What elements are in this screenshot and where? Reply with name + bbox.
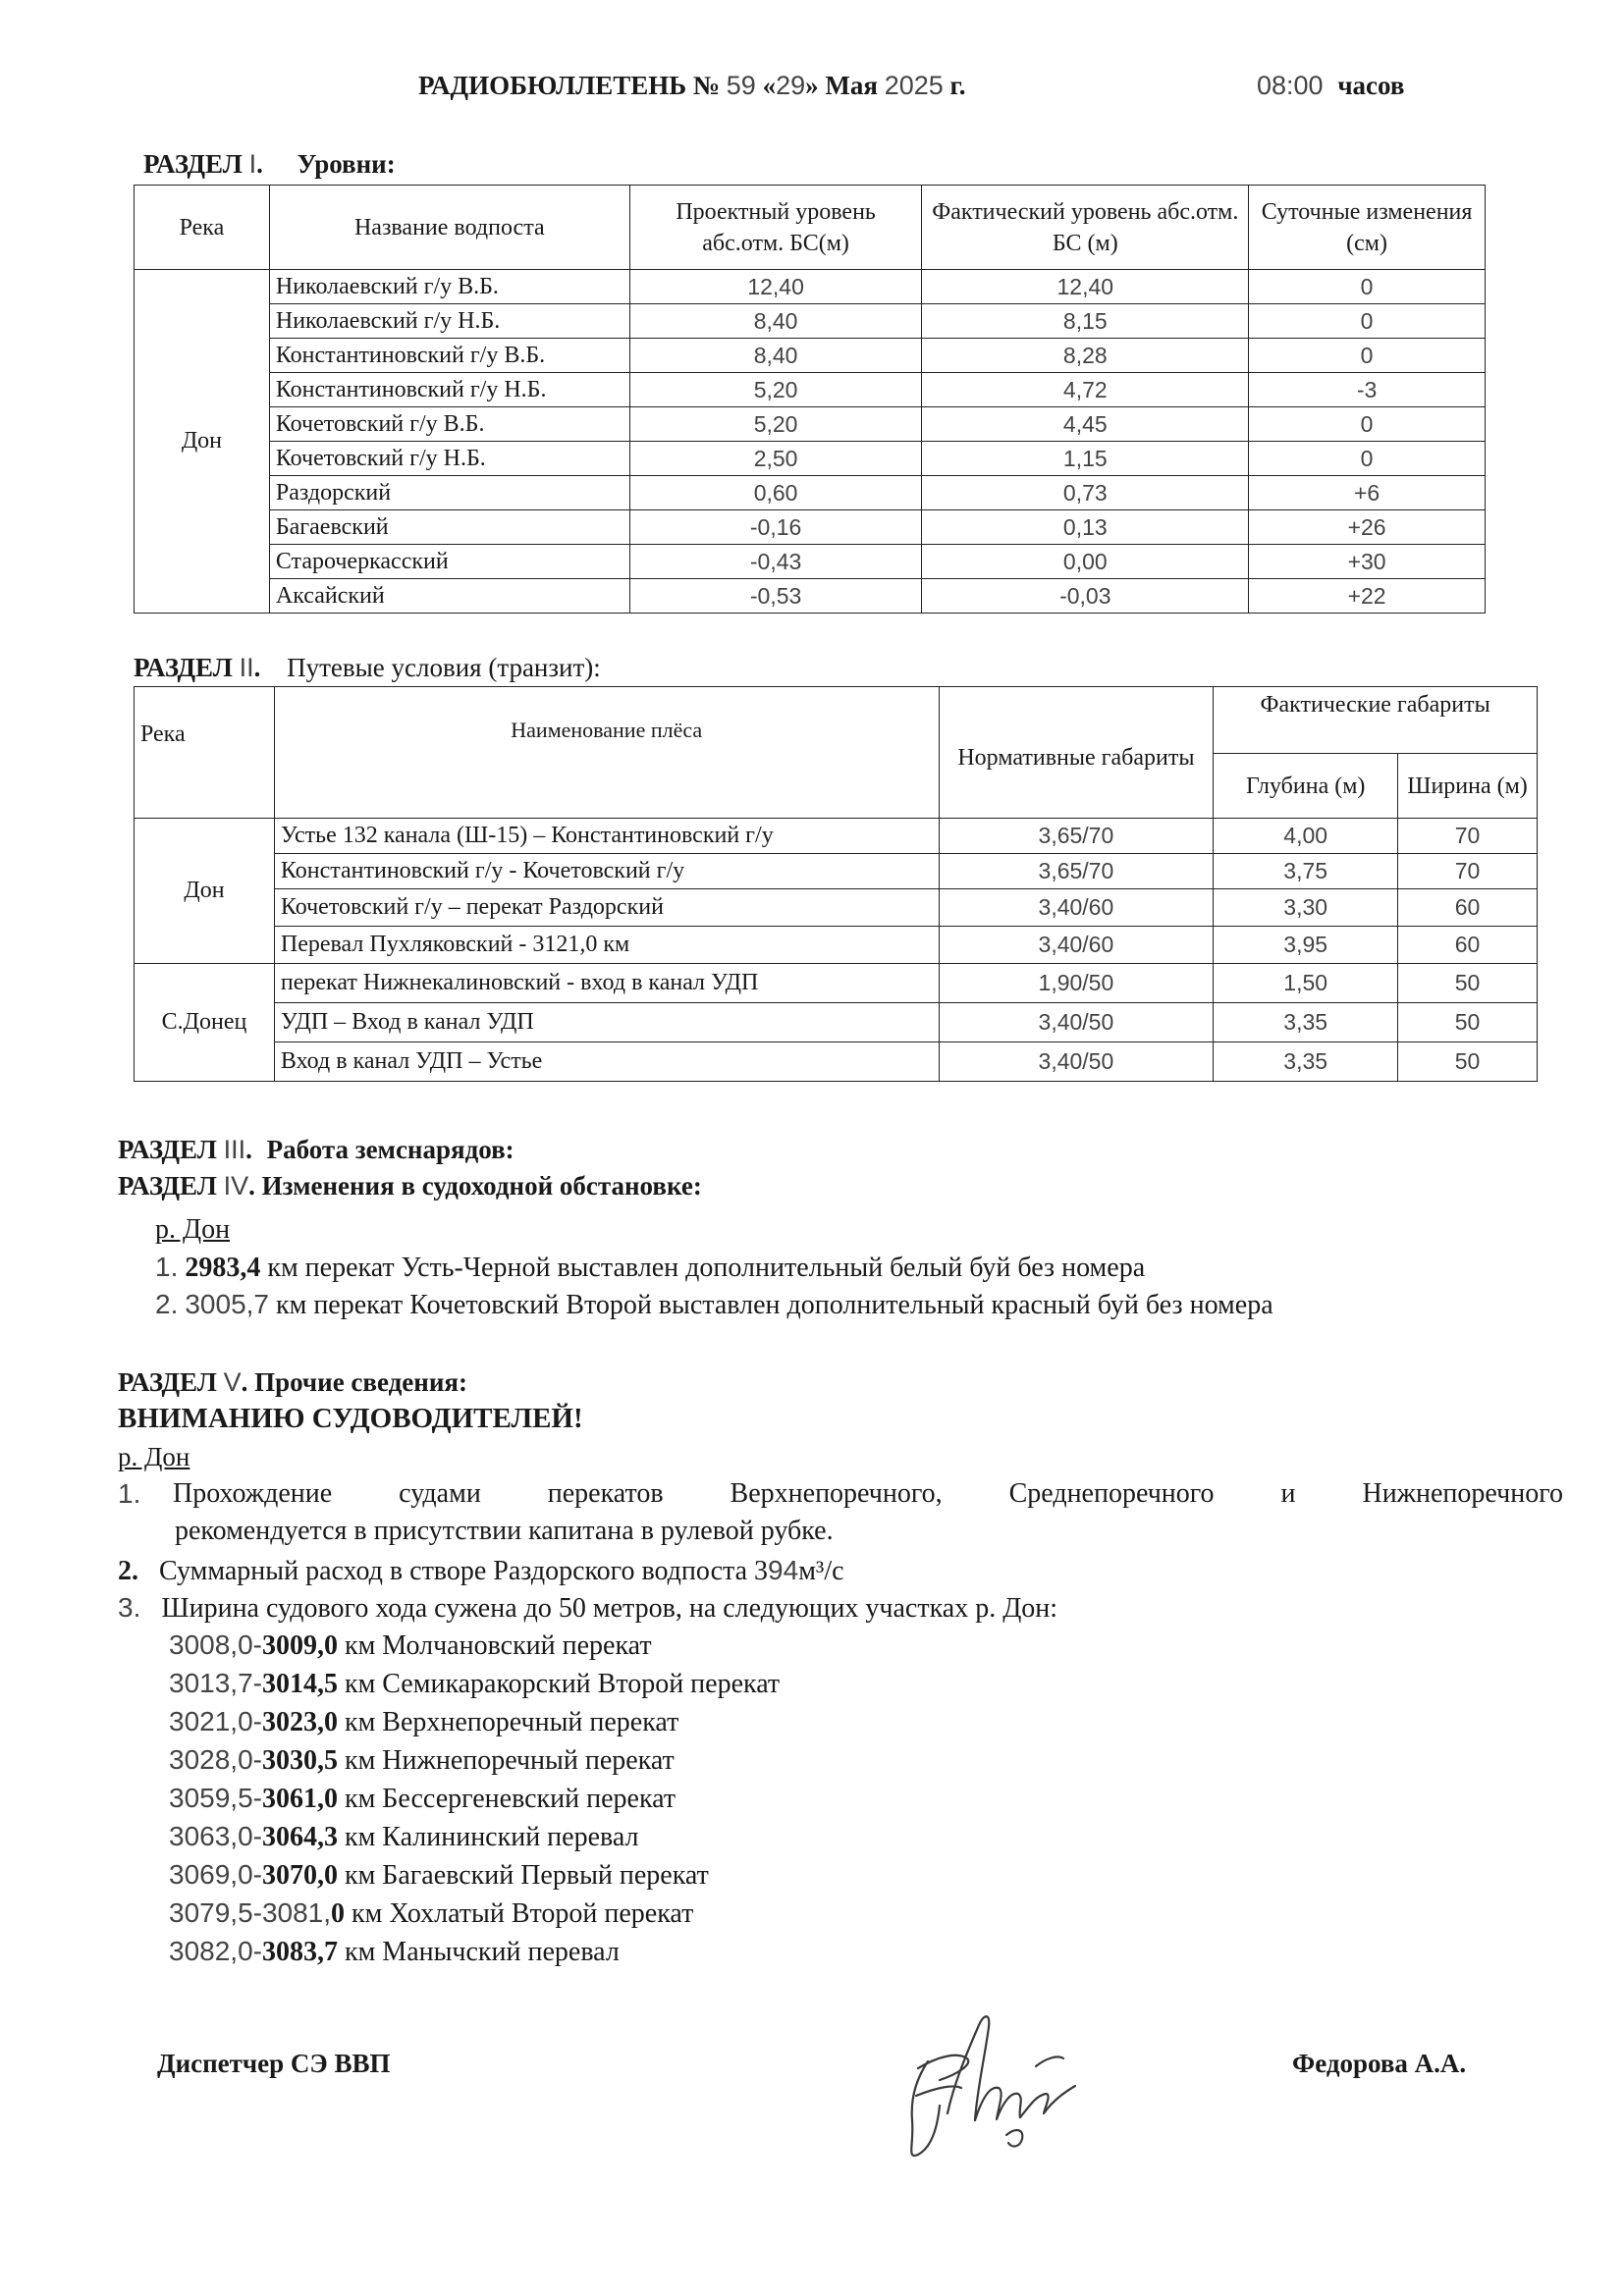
section4-title: РАЗДЕЛ IV. Изменения в судоходной обстановке: [118,1171,702,1201]
list-item: 3063,0-3064,3 км Калининский перевал [169,1821,639,1852]
table-row: Константиновский г/у В.Б. 8,40 8,28 0 [135,339,1486,373]
section5-title: РАЗДЕЛ V. Прочие сведения: [118,1367,467,1397]
dispatcher-name: Федорова А.А. [1292,2049,1467,2078]
col-actual: Фактические габариты [1214,687,1538,754]
transit-table [134,686,1538,1082]
list-item: 2. 3005,7 км перекат Кочетовский Второй выставлен дополнительный красный буй без номера [155,1289,1273,1320]
levels-header-row [135,186,1486,270]
list-item: 3013,7-3014,5 км Семикаракорский Второй перекат [169,1668,781,1699]
col-river: Река [135,687,275,819]
river-cell-sdonets: С.Донец [135,964,275,1082]
table-row: С.Донец перекат Нижнекалиновский - вход в канал УДП 1,90/50 1,50 50 [135,964,1538,1003]
col-actual-level: Фактический уровень абс.отм. БС (м) [922,186,1249,270]
bulletin-day: 29 [776,71,806,100]
list-item: 3059,5-3061,0 км Бессергеневский перекат [169,1783,677,1814]
river-cell-don: Дон [135,270,270,614]
col-project-level: Проектный уровень абс.отм. БС(м) [629,186,922,270]
section2-title: РАЗДЕЛ II. Путевые условия (транзит): [134,653,601,682]
col-width: Ширина (м) [1398,754,1538,819]
levels-table [134,185,1486,614]
attention-heading: ВНИМАНИЮ СУДОВОДИТЕЛЕЙ! [118,1403,583,1434]
list-item: 3028,0-3030,5 км Нижнепоречный перекат [169,1744,675,1776]
table-row: Багаевский -0,16 0,13 +26 [135,510,1486,545]
col-station: Название водпоста [269,186,629,270]
list-item: 3008,0-3009,0 км Молчановский перекат [169,1629,652,1661]
notice-line-1: Прохождение судами перекатов Верхнепоречного, Среднепоречного и Нижнепоречного [173,1478,1563,1509]
list-item: 3069,0-3070,0 км Багаевский Первый перекат [169,1859,709,1891]
col-reach: Наименование плёса [274,687,939,819]
table-row: Кочетовский г/у В.Б. 5,20 4,45 0 [135,407,1486,442]
table-row: УДП – Вход в канал УДП 3,40/50 3,35 50 [135,1003,1538,1042]
transit-header-row [135,687,1538,754]
table-row: Кочетовский г/у Н.Б. 2,50 1,15 0 [135,442,1486,476]
table-row: Константиновский г/у - Кочетовский г/у 3,65/70 3,75 70 [135,854,1538,889]
table-row: Старочеркасский -0,43 0,00 +30 [135,545,1486,579]
col-depth: Глубина (м) [1214,754,1398,819]
list-item: 1. [118,1478,141,1509]
table-row: Вход в канал УДП – Устье 3,40/50 3,35 50 [135,1042,1538,1082]
bulletin-title: РАДИОБЮЛЛЕТЕНЬ № 59 «29» Мая 2025 г. [418,71,966,100]
signature-image [889,1998,1105,2169]
section5-river-label: р. Дон [118,1442,190,1471]
table-row: Кочетовский г/у – перекат Раздорский 3,40/60 3,30 60 [135,889,1538,927]
col-river: Река [135,186,270,270]
notice-line-2: рекомендуется в присутствии капитана в рулевой рубке. [175,1516,834,1546]
section1-title: РАЗДЕЛ I. Уровни: [143,149,396,179]
table-row: Дон Николаевский г/у В.Б. 12,40 12,40 0 [135,270,1486,304]
section4-river-label: р. Дон [155,1214,231,1245]
col-daily-change: Суточные изменения (см) [1249,186,1486,270]
bulletin-month: Мая [825,71,878,100]
dispatcher-title: Диспетчер СЭ ВВП [157,2049,391,2078]
table-row: Дон Устье 132 канала (Ш-15) – Константиновский г/у 3,65/70 4,00 70 [135,819,1538,854]
list-item: 3021,0-3023,0 км Верхнепоречный перекат [169,1706,679,1737]
list-item: 3079,5-3081,0 км Хохлатый Второй перекат [169,1897,694,1929]
table-row: Раздорский 0,60 0,73 +6 [135,476,1486,510]
list-item: 1. 2983,4 км перекат Усть-Черной выставлен дополнительный белый буй без номера [155,1252,1146,1283]
section3-title: РАЗДЕЛ III. Работа земснарядов: [118,1135,514,1164]
table-row: Перевал Пухляковский - 3121,0 км 3,40/60 3,95 60 [135,927,1538,964]
table-row: Николаевский г/у Н.Б. 8,40 8,15 0 [135,304,1486,339]
list-item: 2. Суммарный расход в створе Раздорского водпоста 394м³/с [118,1555,844,1586]
list-item: 3. Ширина судового хода сужена до 50 метров, на следующих участках р. Дон: [118,1592,1058,1624]
list-item: 3082,0-3083,7 км Манычский перевал [169,1936,620,1967]
table-row: Константиновский г/у Н.Б. 5,20 4,72 -3 [135,373,1486,407]
river-cell-don: Дон [135,819,275,964]
col-normative: Нормативные габариты [939,687,1214,819]
bulletin-year: 2025 [884,71,944,100]
bulletin-time: 08:00 часов [1257,71,1405,100]
bulletin-number: 59 [726,71,756,100]
table-row: Аксайский -0,53 -0,03 +22 [135,579,1486,614]
